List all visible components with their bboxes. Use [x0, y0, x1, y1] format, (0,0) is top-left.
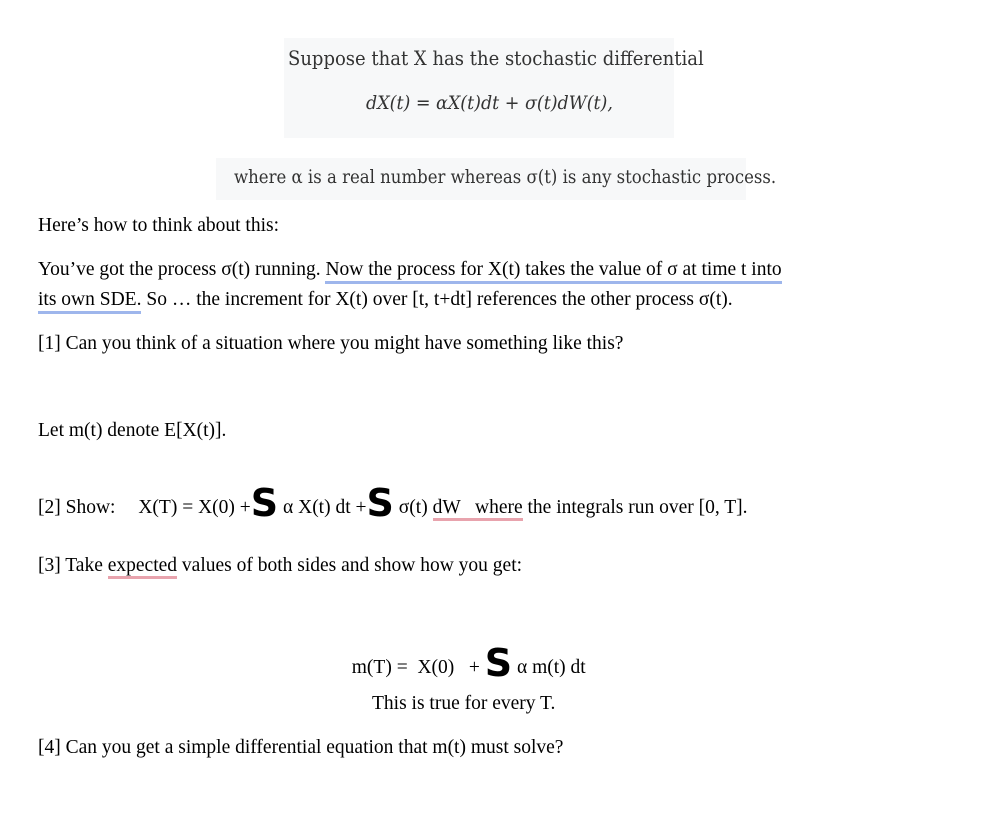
q2-suffix: the integrals run over [0, T].: [522, 497, 748, 518]
let-m-definition: Let m(t) denote E[X(t)].: [38, 420, 227, 441]
q3-text-a: [3] Take: [38, 555, 108, 576]
question-2: [38, 481, 748, 525]
q2-lhs: X(T) = X(0) +: [138, 497, 251, 518]
spelling-underlined-expected[interactable]: expected: [108, 555, 177, 579]
integral-icon: S: [250, 481, 279, 525]
question-3: [38, 555, 522, 577]
intro-text: Here’s how to think about this:: [38, 215, 280, 236]
m-eq-rhs: α m(t) dt: [512, 657, 586, 678]
q2-prefix: [2] Show:: [38, 497, 116, 518]
integral-icon-2: S: [366, 481, 394, 525]
excerpt-equation: dX(t) = αX(t)dt + σ(t)dW(t),: [366, 92, 613, 114]
excerpt-line-2: where α is a real number whereas σ(t) is any stochastic process.: [234, 166, 777, 188]
paragraph-line-1: [38, 259, 782, 281]
m-eq-lhs: m(T) = X(0) +: [351, 657, 485, 678]
true-for-every-t: This is true for every T.: [372, 693, 556, 714]
question-1: [1] Can you think of a situation where you might have something like this?: [38, 333, 624, 354]
grammar-underlined-text[interactable]: Now the process for X(t) takes the value of σ at time t into: [325, 259, 781, 284]
q2-term2: σ(t): [393, 497, 433, 518]
integral-icon-3: S: [484, 641, 513, 685]
question-4: [4] Can you get a simple differential equation that m(t) must solve?: [38, 737, 564, 758]
q2-term1: α X(t) dt +: [278, 497, 367, 518]
grammar-underlined-text-2[interactable]: its own SDE.: [38, 289, 141, 314]
spelling-underlined-dw[interactable]: dW where: [433, 497, 523, 521]
m-equation: [342, 622, 586, 685]
para1-plain: You’ve got the process σ(t) running.: [38, 259, 326, 280]
paragraph-line-2: [38, 289, 733, 311]
para2-plain: So … the increment for X(t) over [t, t+dt] references the other process σ(t).: [141, 289, 733, 310]
q3-text-b: values of both sides and show how you get:: [177, 555, 523, 576]
excerpt-line-1: Suppose that X has the stochastic differential: [288, 46, 704, 70]
